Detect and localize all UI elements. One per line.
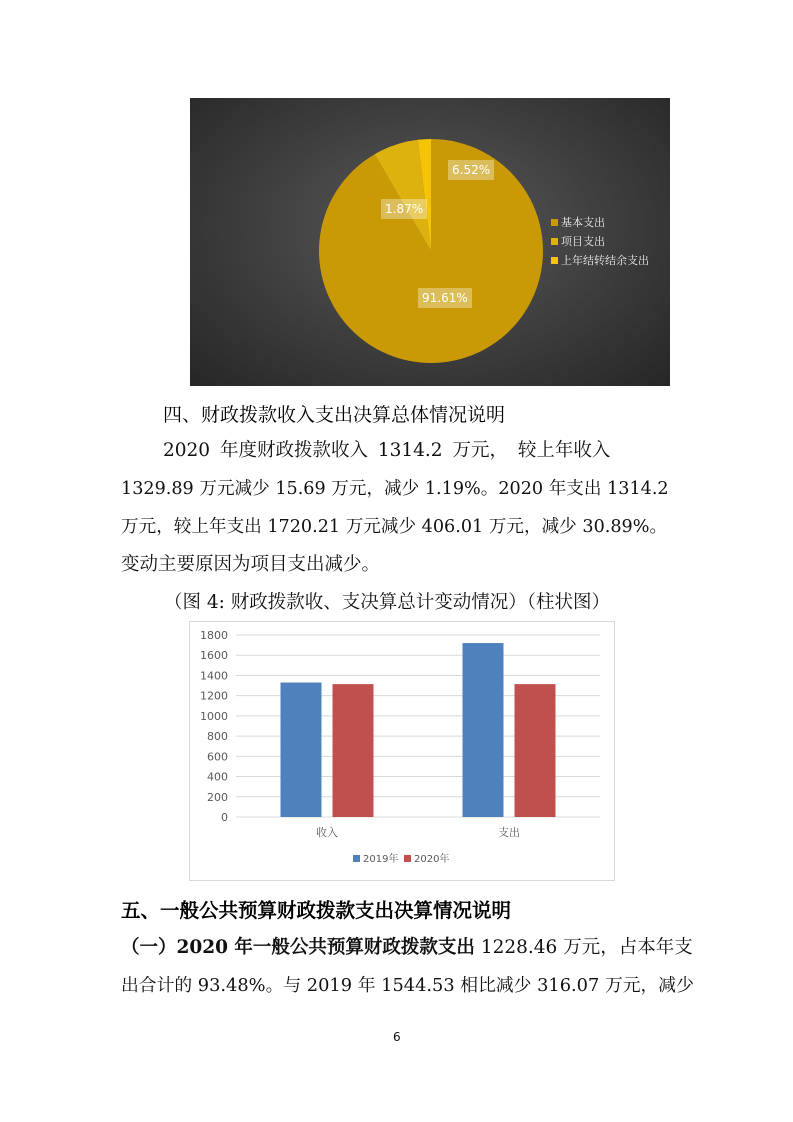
section-4-line-1: 2020 年度财政拨款收入 1314.2 万元， 较上年收入: [163, 440, 611, 461]
legend-swatch: [404, 855, 411, 862]
legend-swatch: [353, 855, 360, 862]
section-5-heading: 五、一般公共预算财政拨款支出决算情况说明: [121, 899, 512, 922]
pie-data-label-project: 6.52%: [448, 160, 494, 180]
section-4-line-3: 万元，较上年支出 1720.21 万元减少 406.01 万元，减少 30.89%。: [121, 517, 668, 537]
section-4-line-4: 变动主要原因为项目支出减少。: [121, 554, 381, 575]
x-category-label: 支出: [498, 826, 520, 839]
bar-chart: [190, 622, 614, 880]
bar-chart-panel: [189, 621, 615, 881]
y-tick-label: 600: [207, 750, 228, 764]
legend-item-project: [551, 233, 649, 249]
y-tick-label: 1200: [200, 689, 228, 703]
figure-4-caption: （图 4: 财政拨款收、支决算总计变动情况）（柱状图）: [164, 592, 611, 613]
legend-swatch-carryover: [551, 257, 558, 264]
page-number: 6: [393, 1030, 401, 1044]
section-5-sub-heading: （一）2020 年一般公共预算财政拨款支出: [121, 937, 475, 958]
y-tick-label: 1600: [200, 649, 228, 663]
section-5-sub-line-1: [121, 929, 693, 967]
pie-chart-panel: [190, 98, 670, 386]
legend-label-carryover: 上年结转结余支出: [561, 254, 649, 267]
legend-label: 2019年: [363, 854, 399, 865]
bar-2020-income: [333, 684, 374, 817]
legend-label: 2020年: [414, 854, 450, 865]
legend-swatch-basic: [551, 219, 558, 226]
section-4-line-2: 1329.89 万元减少 15.69 万元，减少 1.19%。2020 年支出 1314.2: [121, 479, 669, 499]
y-tick-label: 1800: [200, 629, 228, 642]
y-tick-label: 0: [221, 811, 228, 824]
y-tick-label: 1000: [200, 709, 228, 723]
y-tick-label: 400: [207, 770, 228, 784]
bar-2020-expense: [515, 684, 556, 817]
pie-data-label-carryover: 1.87%: [381, 199, 427, 219]
y-tick-label: 1400: [200, 669, 228, 683]
section-5-sub-text: 1228.46 万元，占本年支: [474, 937, 693, 958]
legend-label-project: 项目支出: [561, 235, 605, 248]
x-category-label: 收入: [316, 826, 338, 839]
legend-item-basic: [551, 214, 649, 230]
y-tick-label: 200: [207, 790, 228, 804]
legend-item-carryover: [551, 252, 649, 268]
bar-2019-income: [281, 683, 322, 817]
pie-legend: [551, 214, 649, 268]
section-4-heading: 四、财政拨款收入支出决算总体情况说明: [163, 404, 506, 426]
legend-swatch-project: [551, 238, 558, 245]
section-5-line-2: 出合计的 93.48%。与 2019 年 1544.53 相比减少 316.07 万元，减少: [121, 975, 694, 996]
bar-2019-expense: [463, 643, 504, 817]
pie-data-label-basic: 91.61%: [418, 288, 472, 308]
y-tick-label: 800: [207, 730, 228, 744]
legend-label-basic: 基本支出: [561, 216, 605, 229]
